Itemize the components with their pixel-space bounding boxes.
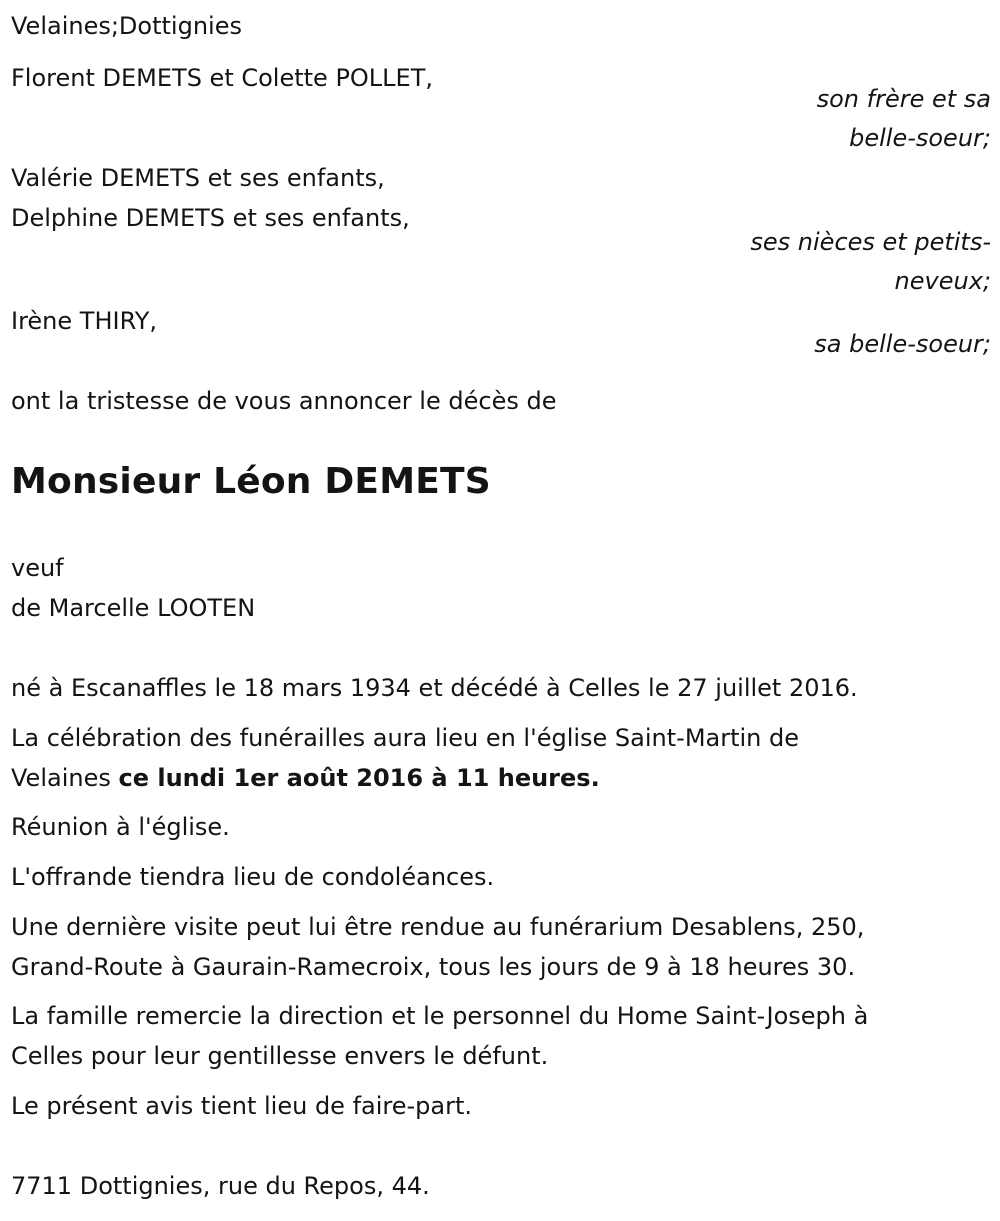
family-name: Delphine DEMETS et ses enfants, <box>11 204 410 232</box>
visit-text: Grand-Route à Gaurain-Ramecroix, tous les jours de 9 à 18 heures 30. <box>11 953 856 981</box>
ceremony-text <box>11 758 600 798</box>
address-text: 7711 Dottignies, rue du Repos, 44. <box>11 1172 430 1200</box>
visit-text: Une dernière visite peut lui être rendue au funérarium Desablens, 250, <box>11 913 865 941</box>
family-relation: ses nièces et petits- <box>750 228 991 256</box>
family-relation: sa belle-soeur; <box>814 330 991 358</box>
ceremony-datetime: ce lundi 1er août 2016 à 11 heures. <box>118 764 600 792</box>
thanks-text: La famille remercie la direction et le personnel du Home Saint-Joseph à <box>11 1002 869 1030</box>
thanks-text: Celles pour leur gentillesse envers le défunt. <box>11 1042 549 1070</box>
family-name: Irène THIRY, <box>11 307 158 335</box>
family-name: Florent DEMETS et Colette POLLET, <box>11 64 434 92</box>
ceremony-location: Velaines <box>11 764 119 792</box>
ceremony-text: La célébration des funérailles aura lieu en l'église Saint-Martin de <box>11 724 800 752</box>
header-locations: Velaines;Dottignies <box>11 12 242 40</box>
deceased-name: Monsieur Léon DEMETS <box>11 461 491 502</box>
deceased-status: veuf <box>11 554 64 582</box>
offering-text: L'offrande tiendra lieu de condoléances. <box>11 863 495 891</box>
birth-death-info: né à Escanaffles le 18 mars 1934 et décédé à Celles le 27 juillet 2016. <box>11 674 858 702</box>
family-relation: belle-soeur; <box>849 124 991 152</box>
notice-text: Le présent avis tient lieu de faire-part. <box>11 1092 473 1120</box>
announcement-text: ont la tristesse de vous annoncer le décès de <box>11 387 557 415</box>
deceased-spouse: de Marcelle LOOTEN <box>11 594 256 622</box>
family-relation: neveux; <box>894 267 991 295</box>
family-relation: son frère et sa <box>816 85 991 113</box>
meeting-text: Réunion à l'église. <box>11 813 230 841</box>
family-name: Valérie DEMETS et ses enfants, <box>11 164 385 192</box>
